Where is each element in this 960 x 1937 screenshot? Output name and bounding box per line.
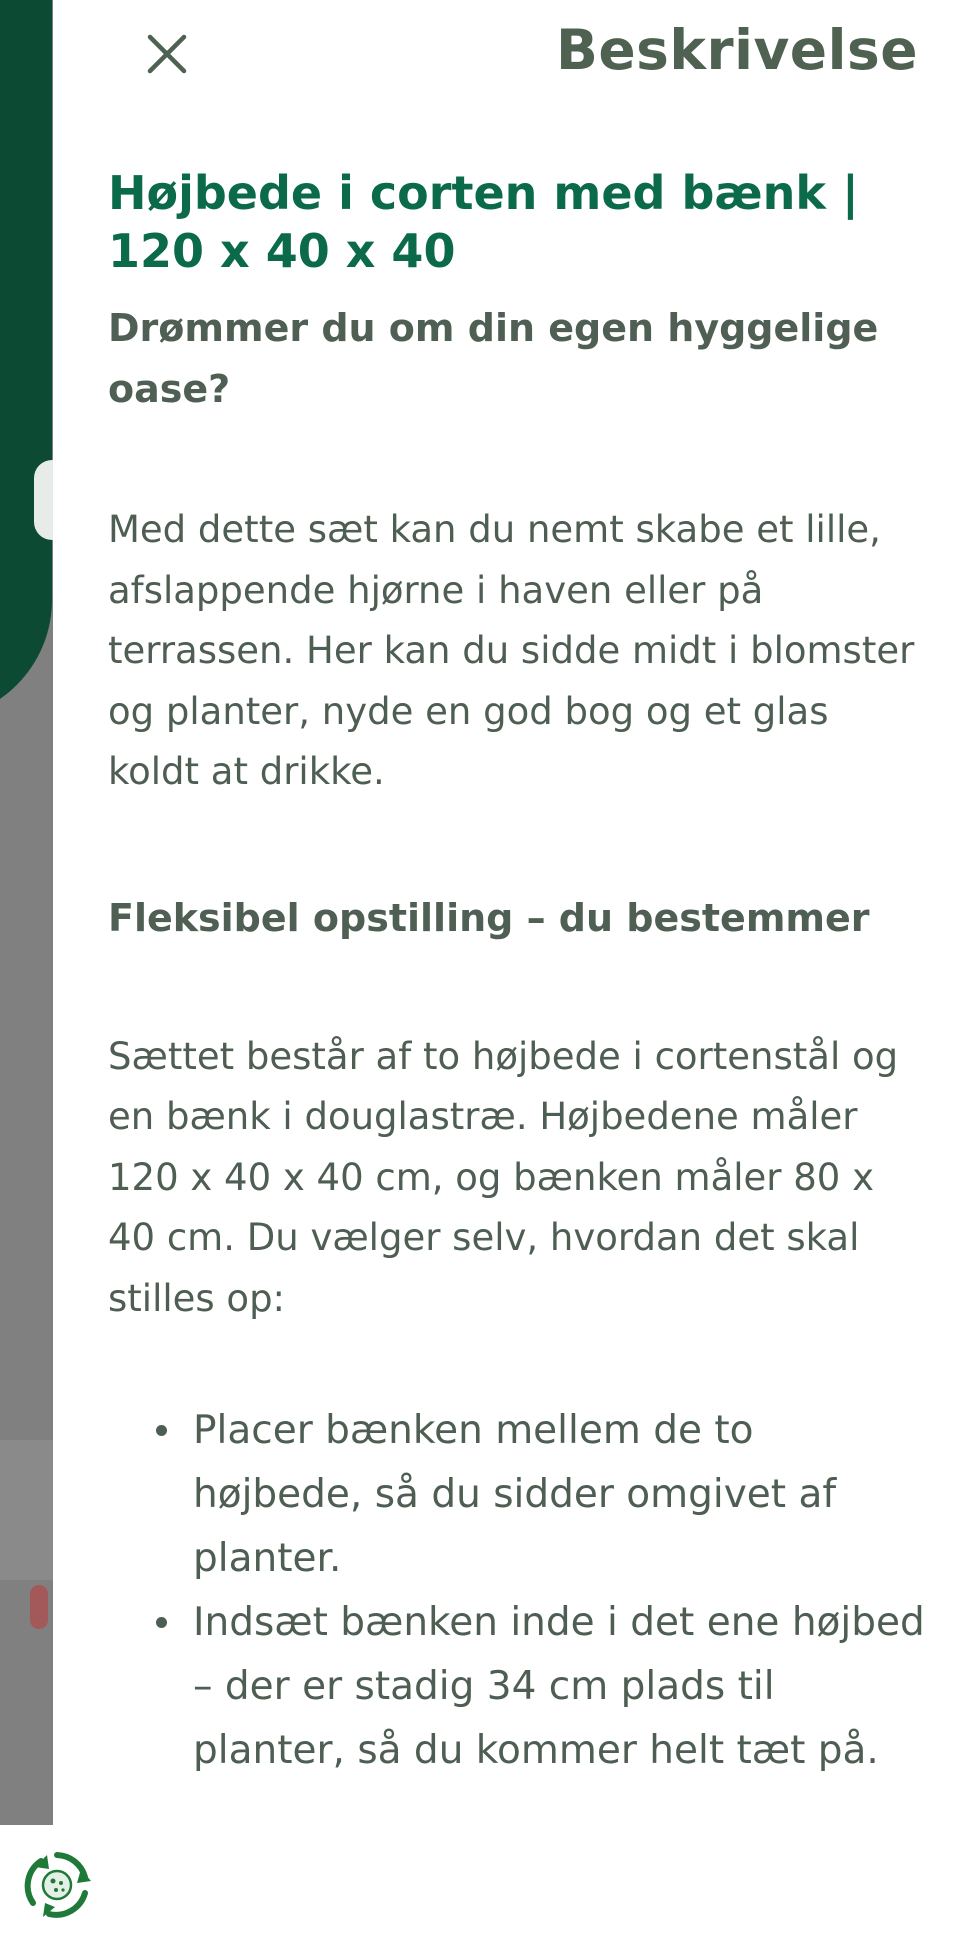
- backdrop-element: [34, 460, 53, 540]
- flex-paragraph: Sættet består af to højbede i cortenstål og en bænk i douglastræ. Højbedene måler 120 x 40 x 40 cm, og bænken måler 80 x 40 cm. Du vælger selv, hvordan det skal stilles op:: [108, 1034, 899, 1320]
- backdrop-element: [0, 1440, 53, 1580]
- close-button[interactable]: [139, 26, 195, 82]
- bullet-dot-icon: [156, 1617, 167, 1628]
- eco-recycle-icon: [19, 1847, 95, 1923]
- intro-heading: Drømmer du om din egen hyggelige oase?: [108, 306, 879, 411]
- description-drawer: [53, 0, 960, 1937]
- drawer-title: Beskrivelse: [555, 18, 918, 82]
- list-item: [148, 1399, 928, 1591]
- product-title: Højbede i corten med bænk | 120 x 40 x 40: [108, 166, 859, 278]
- backdrop-element: [30, 1585, 48, 1629]
- list-item: [148, 1591, 928, 1783]
- setup-options-list: [108, 1399, 928, 1783]
- description-content: [108, 164, 928, 1783]
- list-item-text: Placer bænken mellem de to højbede, så du sidder omgivet af planter.: [193, 1408, 837, 1581]
- close-icon: [145, 32, 189, 76]
- intro-paragraph: Med dette sæt kan du nemt skabe et lille, afslappende hjørne i haven eller på terrassen. Her kan du sidde midt i blomster og planter, nyde en god bog og et glas koldt at drikke.: [108, 508, 915, 793]
- page-backdrop[interactable]: [0, 0, 53, 1937]
- backdrop-hero-image: [0, 0, 52, 720]
- bullet-dot-icon: [156, 1425, 167, 1436]
- flex-heading: Fleksibel opstilling – du bestemmer: [108, 895, 870, 940]
- list-item-text: Indsæt bænken inde i det ene højbed – der er stadig 34 cm plads til planter, så du kommer helt tæt på.: [193, 1600, 925, 1773]
- eco-widget-button[interactable]: [12, 1840, 102, 1930]
